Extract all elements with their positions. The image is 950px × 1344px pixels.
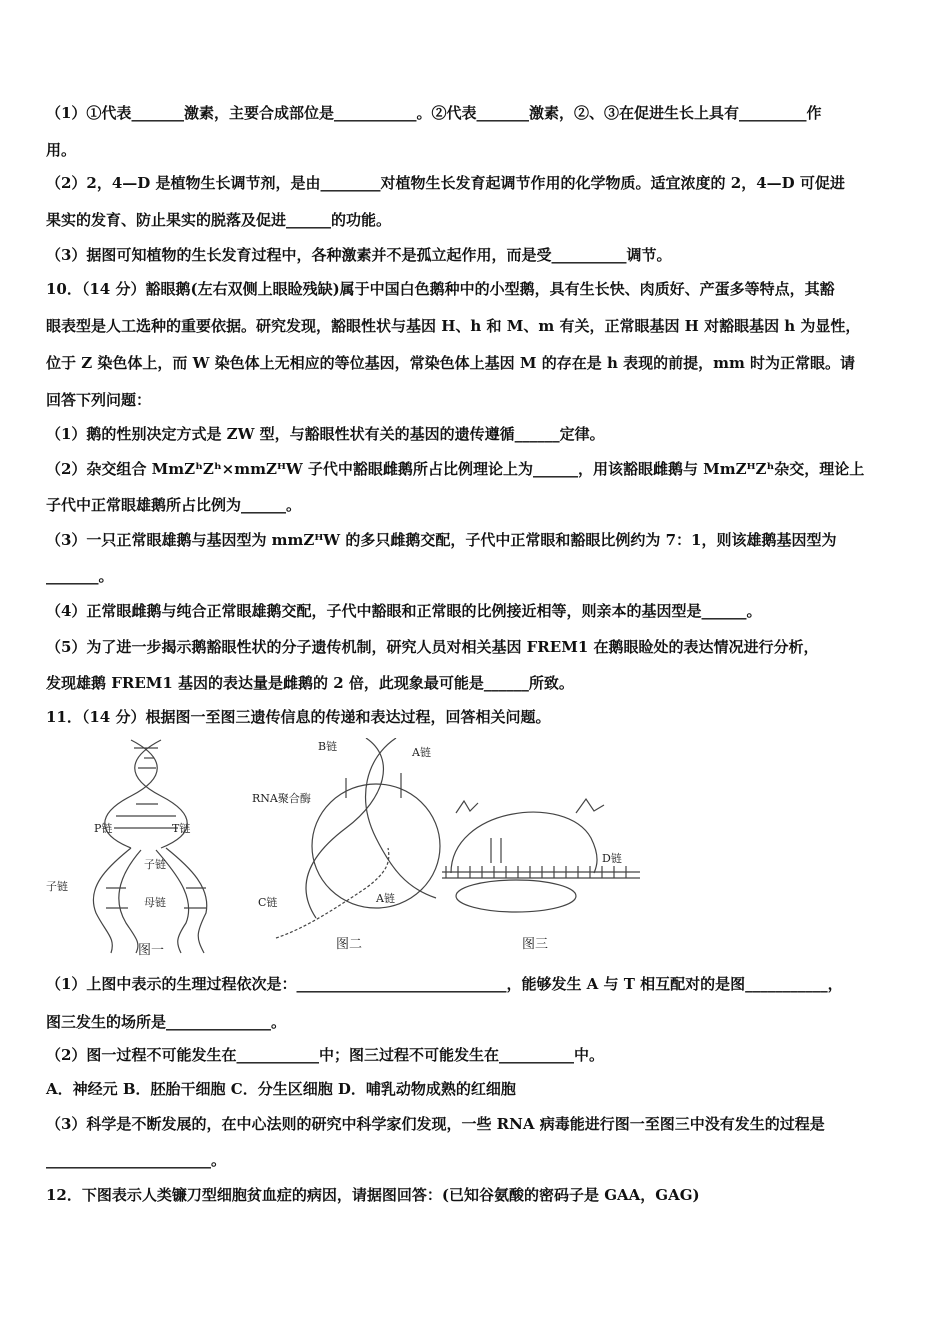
fig1-label-child-chain-right: 子链 (144, 858, 166, 871)
line-7: 位于 Z 染色体上，而 W 染色体上无相应的等位基因，常染色体上基因 M 的存在是 h 表现的前提，mm 时为正常眼。请 (46, 354, 856, 372)
fig1-label-mother-chain: 母链 (144, 896, 166, 909)
line-9: （1）鹅的性别决定方式是 ZW 型，与豁眼性状有关的基因的遗传遵循______定律。 (46, 425, 605, 443)
line-14: （4）正常眼雌鹅与纯合正常眼雄鹅交配，子代中豁眼和正常眼的比例接近相等，则亲本的基因型是______。 (46, 602, 762, 620)
question-11-title: 11．（14 分）根据图一至图三遗传信息的传递和表达过程，回答相关问题。 (46, 708, 551, 726)
options-line: A．神经元 B．胚胎干细胞 C．分生区细胞 D．哺乳动物成熟的红细胞 (46, 1080, 516, 1098)
genetics-figures-svg (46, 738, 666, 958)
fig1-label-t-chain: T链 (172, 822, 191, 835)
line-12: （3）一只正常眼雄鹅与基因型为 mmZᴴW 的多只雌鹅交配，子代中正常眼和豁眼比例约为 7：1，则该雄鹅基因型为 (46, 531, 837, 549)
fig3-caption: 图三 (522, 937, 549, 952)
fig1-dna-replication (93, 740, 206, 953)
line-15: （5）为了进一步揭示鹅豁眼性状的分子遗传机制，研究人员对相关基因 FREM1 在鹅眼睑处的表达情况进行分析， (46, 638, 819, 656)
fig1-caption: 图一 (138, 943, 165, 958)
fig3-label-d-chain: D链 (602, 852, 622, 865)
line-22: （3）科学是不断发展的，在中心法则的研究中科学家们发现，一些 RNA 病毒能进行图一至图三中没有发生的过程是 (46, 1115, 825, 1133)
fig2-transcription (276, 738, 440, 938)
fig1-label-child-chain-left: 子链 (46, 880, 68, 893)
fig2-caption: 图二 (336, 937, 363, 952)
line-18: （1）上图中表示的生理过程依次是：____________________________，能够发生 A 与 T 相互配对的是图___________， (46, 975, 843, 993)
line-19: 图三发生的场所是______________。 (46, 1013, 287, 1031)
question-10-title: 10．（14 分）豁眼鹅(左右双侧上眼睑残缺)属于中国白色鹅种中的小型鹅，具有生长快、肉质好、产蛋多等特点，其豁 (46, 280, 835, 298)
line-0: （1）①代表_______激素，主要合成部位是___________。②代表_______激素，②、③在促进生长上具有_________作 (46, 104, 822, 122)
question-12-title: 12．下图表示人类镰刀型细胞贫血症的病因，请据图回答：(已知谷氨酸的密码子是 GAA，GAG) (46, 1186, 700, 1204)
line-2: （2）2，4—D 是植物生长调节剂，是由________对植物生长发育起调节作用的化学物质。适宜浓度的 2，4—D 可促进 (46, 174, 845, 192)
line-11: 子代中正常眼雄鹅所占比例为______。 (46, 496, 302, 514)
fig2-label-rna-polymerase: RNA聚合酶 (252, 792, 311, 805)
line-13: _______。 (46, 567, 114, 585)
fig2-label-a-chain-bottom: A链 (376, 892, 395, 905)
line-1: 用。 (46, 141, 77, 159)
line-3: 果实的发育、防止果实的脱落及促进______的功能。 (46, 211, 392, 229)
fig2-label-c-chain: C链 (258, 896, 278, 909)
line-16: 发现雄鹅 FREM1 基因的表达量是雌鹅的 2 倍，此现象最可能是______所致。 (46, 674, 574, 692)
fig1-label-p-chain: P链 (94, 822, 113, 835)
fig2-label-b-chain: B链 (318, 740, 338, 753)
line-6: 眼表型是人工选种的重要依据。研究发现，豁眼性状与基因 H、h 和 M、m 有关，正常眼基因 H 对豁眼基因 h 为显性， (46, 317, 861, 335)
genetics-figures (46, 738, 666, 958)
fig2-label-a-chain-top: A链 (412, 746, 431, 759)
line-8: 回答下列问题： (46, 391, 152, 409)
line-10: （2）杂交组合 MmZʰZʰ×mmZᴴW 子代中豁眼雌鹅所占比例理论上为______，用该豁眼雌鹅与 MmZᴴZʰ杂交，理论上 (46, 460, 865, 478)
line-20: （2）图一过程不可能发生在___________中；图三过程不可能发生在__________中。 (46, 1046, 604, 1064)
line-4: （3）据图可知植物的生长发育过程中，各种激素并不是孤立起作用，而是受__________调节。 (46, 246, 672, 264)
line-23: ______________________。 (46, 1151, 227, 1169)
